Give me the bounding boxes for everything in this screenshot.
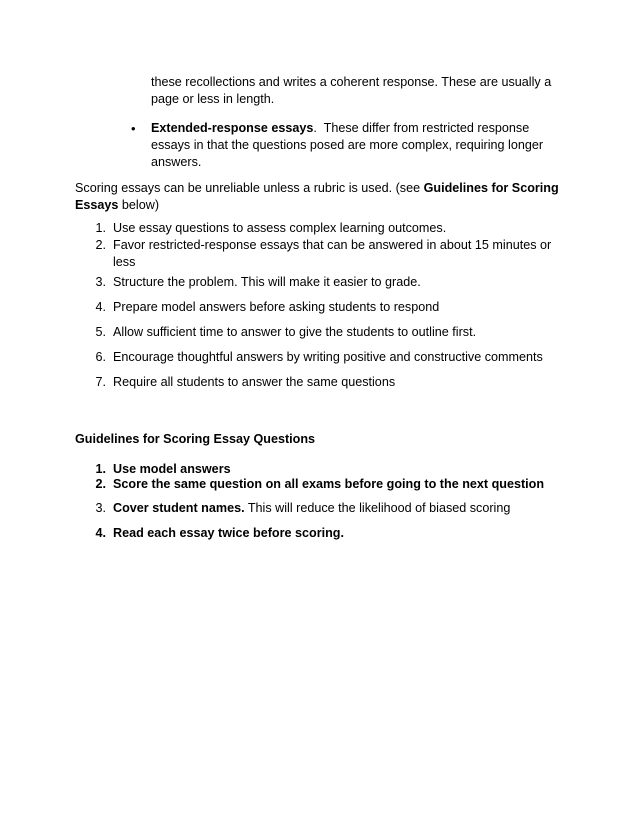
list-item-number: 6. <box>95 350 106 364</box>
bullet-icon: • <box>131 121 136 136</box>
list-item: Require all students to answer the same questions <box>113 375 396 389</box>
list-item: Structure the problem. This will make it easier to grade. <box>113 275 421 289</box>
list-item-number: 1. <box>95 462 106 476</box>
list-item-number: 3. <box>95 501 106 515</box>
list-item <box>113 476 571 493</box>
list-item-number: 2. <box>95 238 106 252</box>
scoring-paragraph <box>75 180 570 214</box>
list-item: Prepare model answers before asking students to respond <box>113 300 440 314</box>
bullet-term: Extended-response essays <box>151 121 314 135</box>
list-item-bold: Score the same question on all exams before going to the next question <box>113 477 545 491</box>
list-item: Use essay questions to assess complex learning outcomes. <box>113 221 447 235</box>
list-item-number: 4. <box>95 300 106 314</box>
list-item-bold: Read each essay twice before scoring. <box>113 526 344 540</box>
list-item <box>113 500 571 517</box>
bullet-item-extended-response <box>151 120 571 171</box>
list-item-bold: Cover student names. <box>113 501 245 515</box>
list-item: Encourage thoughtful answers by writing positive and constructive comments <box>113 350 543 364</box>
continuation-text: these recollections and writes a coherent response. These are usually a page or less in length. <box>151 75 552 106</box>
bullet-term-punct: . <box>313 121 317 135</box>
scoring-paragraph-bold: Guidelines for Scoring Essays <box>75 181 559 212</box>
guidelines-heading: Guidelines for Scoring Essay Questions <box>75 432 316 446</box>
list-item-number: 4. <box>95 526 106 540</box>
list-item-number: 3. <box>95 275 106 289</box>
list-item-number: 2. <box>95 477 106 491</box>
list-item: Allow sufficient time to answer to give the students to outline first. <box>113 325 477 339</box>
scoring-paragraph-before: Scoring essays can be unreliable unless a rubric is used. (see <box>75 181 424 195</box>
list-item <box>113 525 571 542</box>
list-item-number: 7. <box>95 375 106 389</box>
list-item-number: 1. <box>95 221 106 235</box>
scoring-paragraph-after: below) <box>118 198 160 212</box>
list-item-number: 5. <box>95 325 106 339</box>
list-item-text: This will reduce the likelihood of biased scoring <box>244 501 511 515</box>
list-item-bold: Use model answers <box>113 462 231 476</box>
bullet-text: These differ from restricted response essays in that the questions posed are more complex, requiring longer answers. <box>151 121 547 169</box>
list-item: Favor restricted-response essays that can be answered in about 15 minutes or less <box>113 238 552 269</box>
